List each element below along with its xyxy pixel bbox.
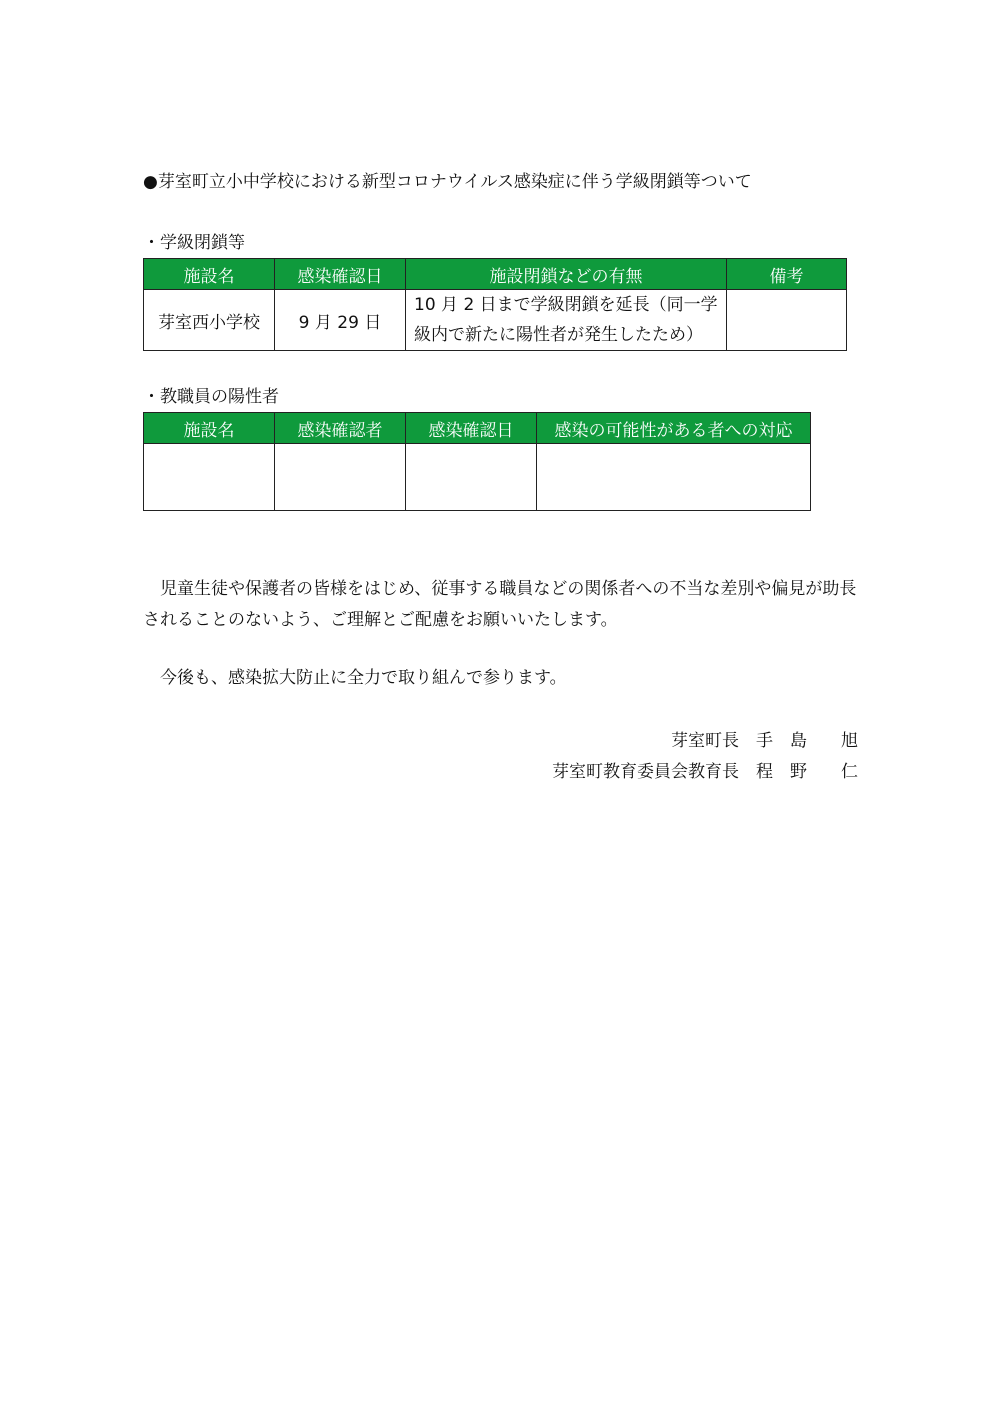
page-title: ●芽室町立小中学校における新型コロナウイルス感染症に伴う学級閉鎖等ついて bbox=[143, 172, 752, 192]
cell-facility bbox=[144, 444, 275, 511]
signature-mayor: 芽室町長 手 島 旭 bbox=[671, 731, 858, 751]
staff-positive-table bbox=[143, 412, 811, 511]
cell-closure-status bbox=[406, 290, 727, 351]
cell-facility: 芽室西小学校 bbox=[144, 290, 275, 351]
staff-section-label: ・教職員の陽性者 bbox=[143, 387, 279, 407]
table-row bbox=[144, 290, 847, 351]
notice-paragraph: 児童生徒や保護者の皆様をはじめ、従事する職員などの関係者への不当な差別や偏見が助長されることのないよう、ご理解とご配慮をお願いいたします。 bbox=[143, 579, 857, 630]
header-response: 感染の可能性がある者への対応 bbox=[537, 413, 811, 444]
table-row bbox=[144, 444, 811, 511]
header-confirmed-person: 感染確認者 bbox=[275, 413, 406, 444]
closure-status-line-2: 級内で新たに陽性者が発生したため） bbox=[414, 325, 703, 345]
header-remarks: 備考 bbox=[727, 259, 847, 290]
cell-confirmation-date: 9 月 29 日 bbox=[275, 290, 406, 351]
header-confirmation-date: 感染確認日 bbox=[275, 259, 406, 290]
cell-response bbox=[537, 444, 811, 511]
header-facility: 施設名 bbox=[144, 413, 275, 444]
cell-remarks bbox=[727, 290, 847, 351]
header-closure-status: 施設閉鎖などの有無 bbox=[406, 259, 727, 290]
table-header-row bbox=[144, 413, 811, 444]
cell-confirmed-person bbox=[275, 444, 406, 511]
signature-superintendent: 芽室町教育委員会教育長 程 野 仁 bbox=[552, 762, 858, 782]
header-confirmation-date: 感染確認日 bbox=[406, 413, 537, 444]
header-facility: 施設名 bbox=[144, 259, 275, 290]
cell-confirmation-date bbox=[406, 444, 537, 511]
class-closure-table bbox=[143, 258, 847, 351]
closing-paragraph: 今後も、感染拡大防止に全力で取り組んで参ります。 bbox=[160, 668, 567, 688]
table-header-row bbox=[144, 259, 847, 290]
closure-status-line-1: 10 月 2 日まで学級閉鎖を延長（同一学 bbox=[414, 295, 718, 315]
closure-section-label: ・学級閉鎖等 bbox=[143, 233, 245, 253]
